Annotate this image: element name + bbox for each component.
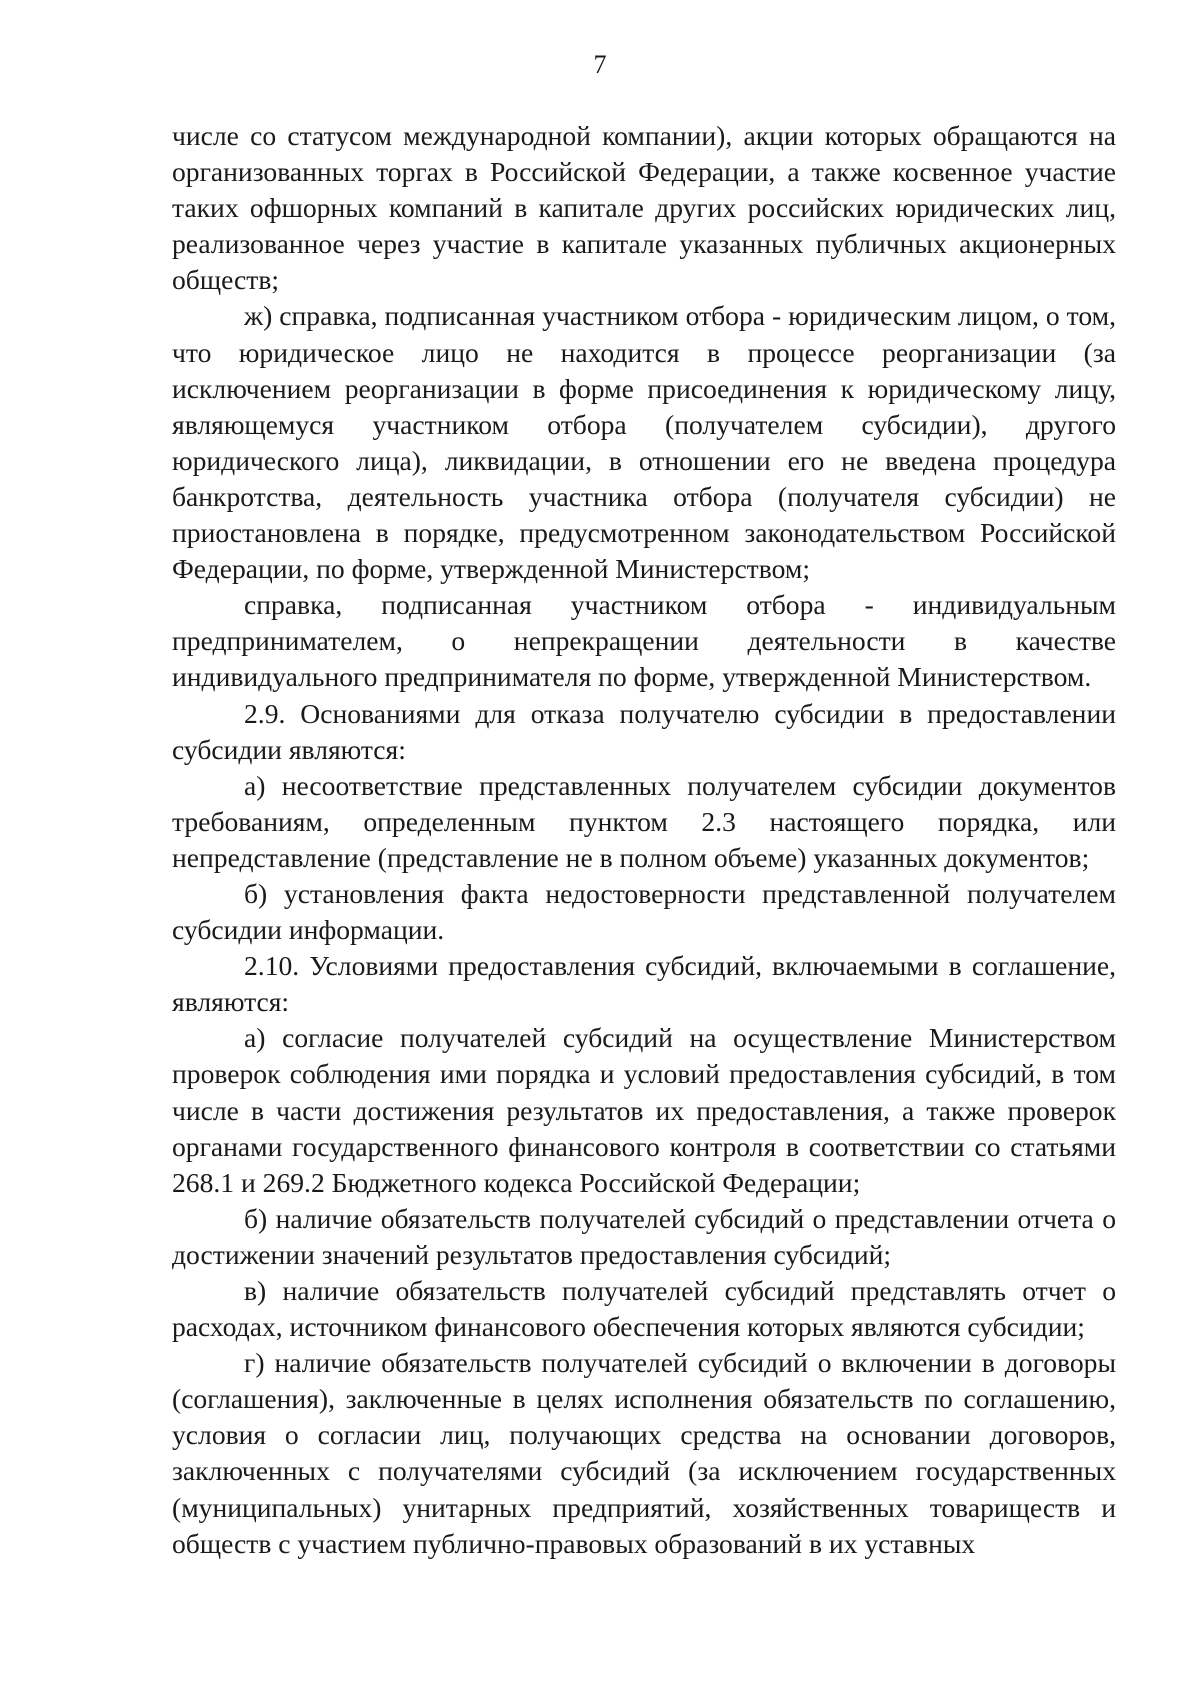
- paragraph-2: ж) справка, подписанная участником отбора - юридическим лицом, о том, что юридическое лицо не находится в процессе реорганизации (за исключением реорганизации в форме присоединения к юридическому лицу, являющемуся участником отбора (получателем субсидии), другого юридического лица), ликвидации, в отношении его не введена процедура банкротства, деятельность участника отбора (получателя субсидии) не приостановлена в порядке, предусмотренном законодательством Российской Федерации, по форме, утвержденной Министерством;: [172, 300, 1116, 585]
- paragraph-5: а) несоответствие представленных получателем субсидии документов требованиям, определенным пунктом 2.3 настоящего порядка, или непредставление (представление не в полном объеме) указанных документов;: [172, 769, 1116, 873]
- paragraph-6: б) установления факта недостоверности представленной получателем субсидии информации.: [172, 877, 1116, 946]
- paragraph-1: числе со статусом международной компании), акции которых обращаются на организованных торгах в Российской Федерации, а также косвенное участие таких офшорных компаний в капитале других российских юридических лиц, реализованное через участие в капитале указанных публичных акционерных обществ;: [172, 120, 1116, 296]
- document-body: [172, 118, 1116, 1562]
- paragraph-7: 2.10. Условиями предоставления субсидий, включаемыми в соглашение, являются:: [172, 950, 1116, 1018]
- paragraph-9: б) наличие обязательств получателей субсидий о представлении отчета о достижении значений результатов предоставления субсидий;: [172, 1202, 1116, 1270]
- paragraph-10: в) наличие обязательств получателей субсидий представлять отчет о расходах, источником финансового обеспечения которых являются субсидии;: [172, 1275, 1116, 1343]
- paragraph-11: г) наличие обязательств получателей субсидий о включении в договоры (соглашения), заключенные в целях исполнения обязательств по соглашению, условия о согласии лиц, получающих средства на основании договоров, заключенных с получателями субсидий (за исключением государственных (муниципальных) унитарных предприятий, хозяйственных товариществ и обществ с участием публично-правовых образований в их уставных: [172, 1347, 1116, 1559]
- page-number: 7: [593, 50, 607, 79]
- paragraph-4: 2.9. Основаниями для отказа получателю субсидии в предоставлении субсидии являются:: [172, 697, 1116, 765]
- paragraph-3: справка, подписанная участником отбора - индивидуальным предпринимателем, о непрекращении деятельности в качестве индивидуального предпринимателя по форме, утвержденной Министерством.: [172, 589, 1116, 693]
- paragraph-8: а) согласие получателей субсидий на осуществление Министерством проверок соблюдения ими порядка и условий предоставления субсидий, в том числе в части достижения результатов их предоставления, а также проверок органами государственного финансового контроля в соответствии со статьями 268.1 и 269.2 Бюджетного кодекса Российской Федерации;: [172, 1022, 1116, 1198]
